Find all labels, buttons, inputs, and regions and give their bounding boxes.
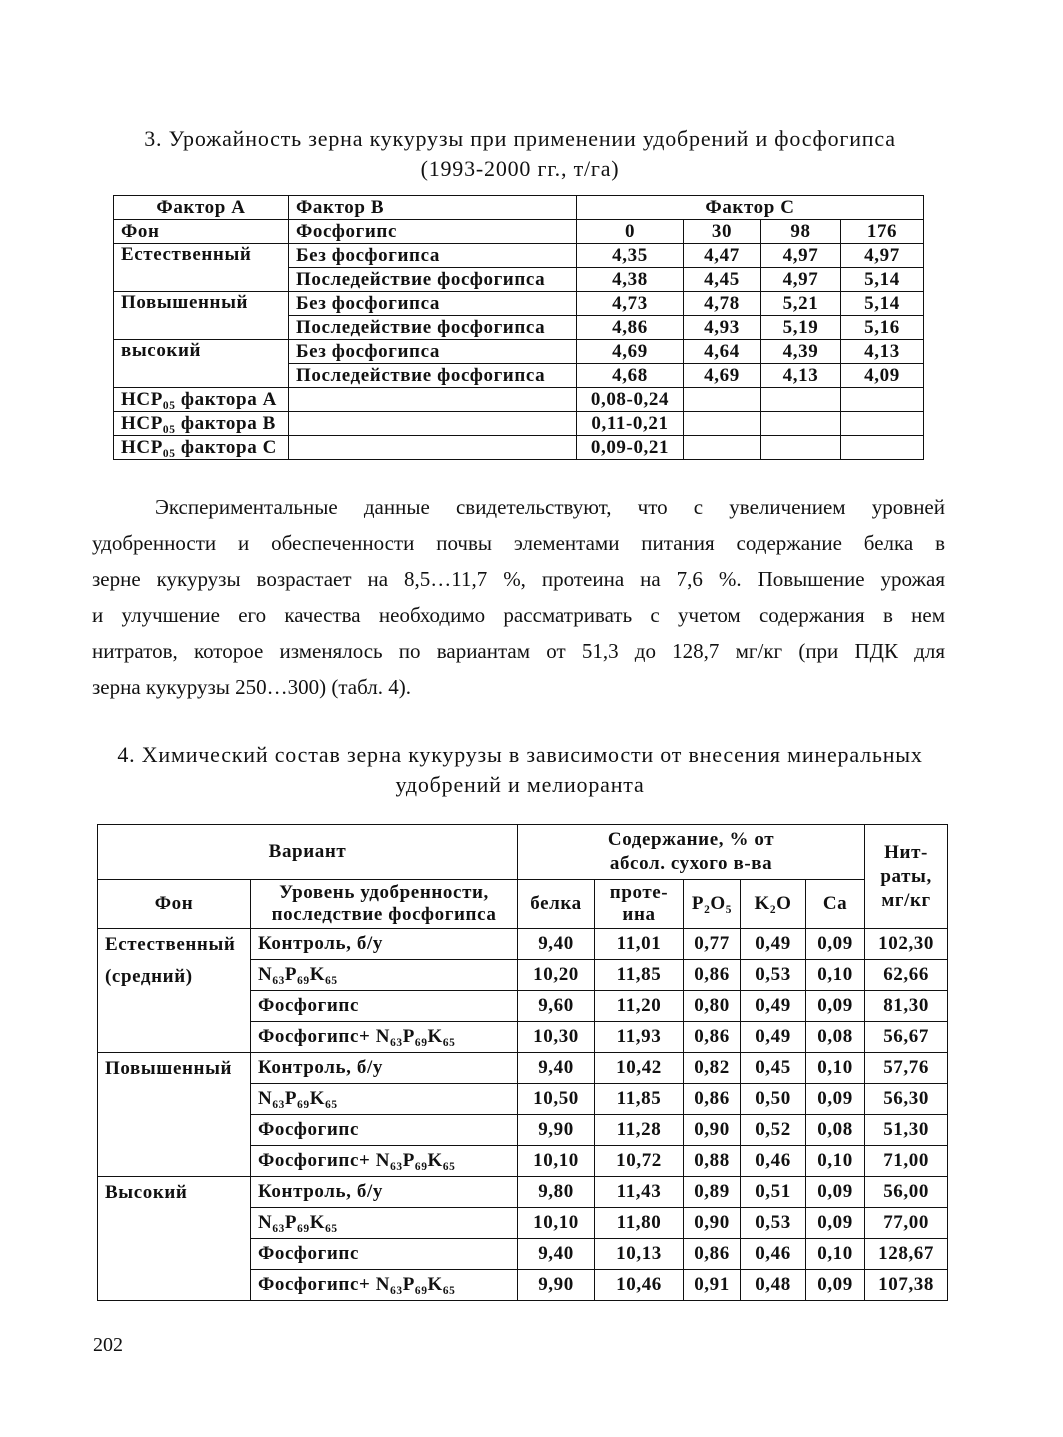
body-paragraph bbox=[92, 489, 945, 705]
nitrates-value: 57,76 bbox=[865, 1053, 948, 1084]
nitrates-value: 56,00 bbox=[865, 1177, 948, 1208]
variant-label: Без фосфогипса bbox=[289, 292, 577, 316]
nitrates-value: 81,30 bbox=[865, 991, 948, 1022]
k2o-value: 0,49 bbox=[741, 1022, 806, 1053]
k2o-value: 0,51 bbox=[741, 1177, 806, 1208]
yield-value: 4,69 bbox=[684, 364, 761, 388]
ca-value: 0,09 bbox=[806, 991, 865, 1022]
nitrates-value: 71,00 bbox=[865, 1146, 948, 1177]
yield-value: 4,73 bbox=[577, 292, 684, 316]
header-belok: белка bbox=[518, 880, 595, 929]
empty-cell bbox=[841, 388, 924, 412]
paragraph-line: зерна кукурузы 250…300) (табл. 4). bbox=[92, 675, 411, 699]
empty-cell bbox=[841, 412, 924, 436]
fon-cell: Повышенный bbox=[114, 292, 289, 340]
dose-header: 0 bbox=[577, 220, 684, 244]
k2o-value: 0,46 bbox=[741, 1146, 806, 1177]
nitrates-value: 56,67 bbox=[865, 1022, 948, 1053]
header-level-line: Уровень удобренности, bbox=[279, 882, 489, 903]
p2o5-value: 0,80 bbox=[684, 991, 741, 1022]
table3-title bbox=[100, 124, 940, 184]
header-protein bbox=[595, 880, 684, 929]
header-nitrates-line: мг/кг bbox=[881, 889, 931, 911]
fon-label: Высокий bbox=[105, 1182, 188, 1203]
header-protein-line: ина bbox=[622, 904, 656, 925]
k2o-value: 0,48 bbox=[741, 1270, 806, 1301]
ca-value: 0,09 bbox=[806, 929, 865, 960]
hsr-value: 0,11-0,21 bbox=[577, 412, 684, 436]
empty-cell bbox=[289, 436, 577, 460]
header-level bbox=[251, 880, 518, 929]
variant-label: Фосфогипс bbox=[251, 1239, 518, 1270]
header-content bbox=[518, 825, 865, 880]
variant-label: Фосфогипс+ N₆₃P₆₉K₆₅ bbox=[251, 1146, 518, 1177]
fon-sublabel: (средний) bbox=[105, 965, 193, 987]
empty-cell bbox=[761, 388, 841, 412]
yield-value: 4,78 bbox=[684, 292, 761, 316]
header-nitrates bbox=[865, 825, 948, 929]
table3-title-line: 3. Урожайность зерна кукурузы при применении удобрений и фосфогипса bbox=[144, 126, 896, 151]
header-p2o5: P₂O₅ bbox=[684, 880, 741, 929]
yield-value: 4,68 bbox=[577, 364, 684, 388]
protein-value: 11,43 bbox=[595, 1177, 684, 1208]
empty-cell bbox=[289, 388, 577, 412]
hsr-value: 0,08-0,24 bbox=[577, 388, 684, 412]
belok-value: 10,20 bbox=[518, 960, 595, 991]
k2o-value: 0,49 bbox=[741, 991, 806, 1022]
fon-cell bbox=[98, 1177, 251, 1301]
p2o5-value: 0,86 bbox=[684, 1022, 741, 1053]
belok-value: 10,50 bbox=[518, 1084, 595, 1115]
dose-header: 30 bbox=[684, 220, 761, 244]
header-content-line: абсол. сухого в-ва bbox=[609, 853, 773, 874]
variant-label: Фосфогипс+ N₆₃P₆₉K₆₅ bbox=[251, 1270, 518, 1301]
belok-value: 10,10 bbox=[518, 1208, 595, 1239]
ca-value: 0,10 bbox=[806, 1239, 865, 1270]
protein-value: 10,13 bbox=[595, 1239, 684, 1270]
p2o5-value: 0,91 bbox=[684, 1270, 741, 1301]
p2o5-value: 0,90 bbox=[684, 1115, 741, 1146]
header-level-line: последствие фосфогипса bbox=[271, 904, 497, 925]
empty-cell bbox=[684, 412, 761, 436]
nitrates-value: 77,00 bbox=[865, 1208, 948, 1239]
subheader-fosfogips: Фосфогипс bbox=[289, 220, 577, 244]
paragraph-line: удобренности и обеспеченности почвы элементами питания содержание белка в bbox=[92, 531, 945, 555]
variant-label: Фосфогипс bbox=[251, 991, 518, 1022]
variant-label: Без фосфогипса bbox=[289, 340, 577, 364]
nitrates-value: 102,30 bbox=[865, 929, 948, 960]
table4-title-line: 4. Химический состав зерна кукурузы в зависимости от внесения минеральных bbox=[117, 742, 923, 767]
ca-value: 0,10 bbox=[806, 1146, 865, 1177]
p2o5-value: 0,89 bbox=[684, 1177, 741, 1208]
variant-label: Контроль, б/у bbox=[251, 1177, 518, 1208]
belok-value: 10,10 bbox=[518, 1146, 595, 1177]
yield-value: 4,64 bbox=[684, 340, 761, 364]
ca-value: 0,09 bbox=[806, 1084, 865, 1115]
fon-label: Естественный bbox=[105, 934, 236, 955]
belok-value: 9,80 bbox=[518, 1177, 595, 1208]
yield-value: 4,13 bbox=[761, 364, 841, 388]
subheader-fon: Фон bbox=[114, 220, 289, 244]
ca-value: 0,08 bbox=[806, 1022, 865, 1053]
header-nitrates-line: раты, bbox=[880, 865, 932, 887]
protein-value: 10,42 bbox=[595, 1053, 684, 1084]
protein-value: 10,46 bbox=[595, 1270, 684, 1301]
dose-header: 98 bbox=[761, 220, 841, 244]
belok-value: 10,30 bbox=[518, 1022, 595, 1053]
protein-value: 11,28 bbox=[595, 1115, 684, 1146]
variant-label: N₆₃P₆₉K₆₅ bbox=[251, 1208, 518, 1239]
ca-value: 0,08 bbox=[806, 1115, 865, 1146]
yield-value: 4,97 bbox=[841, 244, 924, 268]
belok-value: 9,90 bbox=[518, 1115, 595, 1146]
dose-header: 176 bbox=[841, 220, 924, 244]
ca-value: 0,09 bbox=[806, 1270, 865, 1301]
empty-cell bbox=[761, 412, 841, 436]
empty-cell bbox=[761, 436, 841, 460]
empty-cell bbox=[684, 388, 761, 412]
yield-value: 4,45 bbox=[684, 268, 761, 292]
yield-value: 5,19 bbox=[761, 316, 841, 340]
belok-value: 9,90 bbox=[518, 1270, 595, 1301]
header-variant: Вариант bbox=[98, 825, 518, 880]
variant-label: Контроль, б/у bbox=[251, 929, 518, 960]
p2o5-value: 0,86 bbox=[684, 1084, 741, 1115]
yield-value: 4,86 bbox=[577, 316, 684, 340]
protein-value: 11,85 bbox=[595, 1084, 684, 1115]
protein-value: 10,72 bbox=[595, 1146, 684, 1177]
belok-value: 9,40 bbox=[518, 1053, 595, 1084]
page-number: 202 bbox=[93, 1334, 123, 1356]
header-factor-c: Фактор С bbox=[577, 196, 924, 220]
hsr-label: НСР₀₅ фактора С bbox=[114, 436, 289, 460]
belok-value: 9,40 bbox=[518, 929, 595, 960]
chemical-composition-table bbox=[97, 824, 948, 1301]
ca-value: 0,09 bbox=[806, 1208, 865, 1239]
empty-cell bbox=[289, 412, 577, 436]
yield-value: 5,14 bbox=[841, 292, 924, 316]
yield-value: 4,97 bbox=[761, 244, 841, 268]
header-factor-a: Фактор А bbox=[114, 196, 289, 220]
fon-cell bbox=[98, 1053, 251, 1177]
yield-value: 4,97 bbox=[761, 268, 841, 292]
yield-value: 5,14 bbox=[841, 268, 924, 292]
variant-label: Фосфогипс bbox=[251, 1115, 518, 1146]
paragraph-line: Экспериментальные данные свидетельствуют, что с увеличением уровней bbox=[155, 495, 945, 519]
table4-title-line: удобрений и мелиоранта bbox=[395, 772, 645, 797]
variant-label: N₆₃P₆₉K₆₅ bbox=[251, 960, 518, 991]
k2o-value: 0,49 bbox=[741, 929, 806, 960]
p2o5-value: 0,90 bbox=[684, 1208, 741, 1239]
yield-value: 4,09 bbox=[841, 364, 924, 388]
nitrates-value: 56,30 bbox=[865, 1084, 948, 1115]
yield-value: 5,16 bbox=[841, 316, 924, 340]
yield-value: 4,38 bbox=[577, 268, 684, 292]
protein-value: 11,20 bbox=[595, 991, 684, 1022]
header-factor-b: Фактор В bbox=[289, 196, 577, 220]
header-fon: Фон bbox=[98, 880, 251, 929]
hsr-label: НСР₀₅ фактора В bbox=[114, 412, 289, 436]
paragraph-line: нитратов, которое изменялось по вариантам от 51,3 до 128,7 мг/кг (при ПДК для bbox=[92, 639, 945, 663]
variant-label: Последействие фосфогипса bbox=[289, 364, 577, 388]
hsr-label: НСР₀₅ фактора А bbox=[114, 388, 289, 412]
k2o-value: 0,45 bbox=[741, 1053, 806, 1084]
p2o5-value: 0,82 bbox=[684, 1053, 741, 1084]
yield-value: 4,35 bbox=[577, 244, 684, 268]
header-protein-line: проте- bbox=[609, 882, 669, 903]
yield-value: 4,39 bbox=[761, 340, 841, 364]
yield-value: 4,93 bbox=[684, 316, 761, 340]
nitrates-value: 128,67 bbox=[865, 1239, 948, 1270]
protein-value: 11,85 bbox=[595, 960, 684, 991]
ca-value: 0,09 bbox=[806, 1177, 865, 1208]
yield-value: 4,69 bbox=[577, 340, 684, 364]
variant-label: N₆₃P₆₉K₆₅ bbox=[251, 1084, 518, 1115]
belok-value: 9,40 bbox=[518, 1239, 595, 1270]
variant-label: Без фосфогипса bbox=[289, 244, 577, 268]
k2o-value: 0,53 bbox=[741, 1208, 806, 1239]
protein-value: 11,93 bbox=[595, 1022, 684, 1053]
yield-value: 4,13 bbox=[841, 340, 924, 364]
header-k2o: K₂O bbox=[741, 880, 806, 929]
table3-title-line: (1993-2000 гг., т/га) bbox=[420, 156, 620, 181]
k2o-value: 0,53 bbox=[741, 960, 806, 991]
p2o5-value: 0,88 bbox=[684, 1146, 741, 1177]
fon-cell: Естественный bbox=[114, 244, 289, 292]
nitrates-value: 62,66 bbox=[865, 960, 948, 991]
belok-value: 9,60 bbox=[518, 991, 595, 1022]
yield-value: 4,47 bbox=[684, 244, 761, 268]
k2o-value: 0,52 bbox=[741, 1115, 806, 1146]
header-nitrates-line: Нит- bbox=[884, 841, 928, 863]
nitrates-value: 51,30 bbox=[865, 1115, 948, 1146]
header-content-line: Содержание, % от bbox=[607, 829, 775, 850]
k2o-value: 0,46 bbox=[741, 1239, 806, 1270]
nitrates-value: 107,38 bbox=[865, 1270, 948, 1301]
paragraph-line: зерне кукурузы возрастает на 8,5…11,7 %, протеина на 7,6 %. Повышение урожая bbox=[92, 567, 945, 591]
fon-cell: высокий bbox=[114, 340, 289, 388]
variant-label: Контроль, б/у bbox=[251, 1053, 518, 1084]
ca-value: 0,10 bbox=[806, 1053, 865, 1084]
header-ca: Ca bbox=[806, 880, 865, 929]
table4-title bbox=[60, 740, 980, 800]
yield-value: 5,21 bbox=[761, 292, 841, 316]
variant-label: Последействие фосфогипса bbox=[289, 268, 577, 292]
variant-label: Последействие фосфогипса bbox=[289, 316, 577, 340]
ca-value: 0,10 bbox=[806, 960, 865, 991]
yield-table bbox=[113, 195, 924, 460]
fon-label: Повышенный bbox=[105, 1058, 233, 1079]
empty-cell bbox=[684, 436, 761, 460]
paragraph-line: и улучшение его качества необходимо рассматривать с учетом содержания в нем bbox=[92, 603, 945, 627]
protein-value: 11,01 bbox=[595, 929, 684, 960]
fon-cell bbox=[98, 929, 251, 1053]
hsr-value: 0,09-0,21 bbox=[577, 436, 684, 460]
p2o5-value: 0,86 bbox=[684, 1239, 741, 1270]
k2o-value: 0,50 bbox=[741, 1084, 806, 1115]
p2o5-value: 0,86 bbox=[684, 960, 741, 991]
variant-label: Фосфогипс+ N₆₃P₆₉K₆₅ bbox=[251, 1022, 518, 1053]
protein-value: 11,80 bbox=[595, 1208, 684, 1239]
p2o5-value: 0,77 bbox=[684, 929, 741, 960]
empty-cell bbox=[841, 436, 924, 460]
